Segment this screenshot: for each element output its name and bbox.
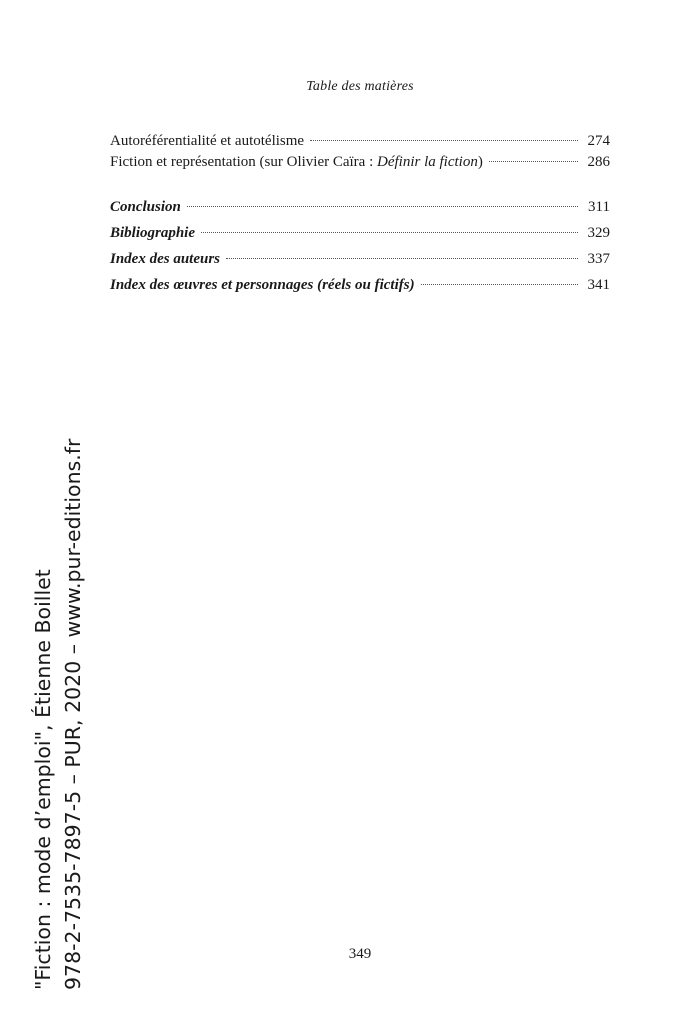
toc-section-title: Bibliographie [110,225,196,241]
side-stamp-line: 978-2-7535-7897-5 – PUR, 2020 – www.pur-editions.fr [61,438,85,990]
running-head: Table des matières [306,79,414,94]
toc-section-entry [110,220,610,246]
dot-leader [310,140,578,141]
dot-leader [421,284,578,285]
toc-entry-title-italic: Définir la fiction [377,154,478,170]
toc-entry-title: Autoréférentialité et autotélisme [110,133,305,149]
toc-section-page: 329 [587,225,610,241]
dot-leader [201,232,578,233]
toc-section-entry [110,194,610,220]
page-number: 349 [348,946,372,962]
toc-section-entry [110,272,610,298]
toc-section-page: 337 [587,251,610,267]
dot-leader [226,258,578,259]
side-stamp [28,439,88,990]
toc-entry-page: 274 [587,133,610,149]
side-stamp-line: "Fiction : mode d’emploi", Étienne Boillet [31,569,55,990]
toc-section-entry [110,246,610,272]
toc-section-title: Index des œuvres et personnages (réels ou fictifs) [110,277,415,293]
toc-entry [110,152,610,173]
toc-entry-page: 286 [587,154,610,170]
toc-entry-title-end: ) [477,154,483,170]
toc-section-page: 341 [587,277,610,293]
toc-section-page: 311 [588,199,610,215]
toc-section-title: Index des auteurs [110,251,221,267]
section-gap [110,173,610,194]
toc-entry [110,131,610,152]
dot-leader [187,206,578,207]
toc-section-title: Conclusion [110,199,181,215]
table-of-contents [110,131,610,298]
dot-leader [489,161,578,162]
toc-entry-title [110,152,483,173]
toc-entry-title-start: Fiction et représentation (sur Olivier Caïra : [110,154,378,170]
